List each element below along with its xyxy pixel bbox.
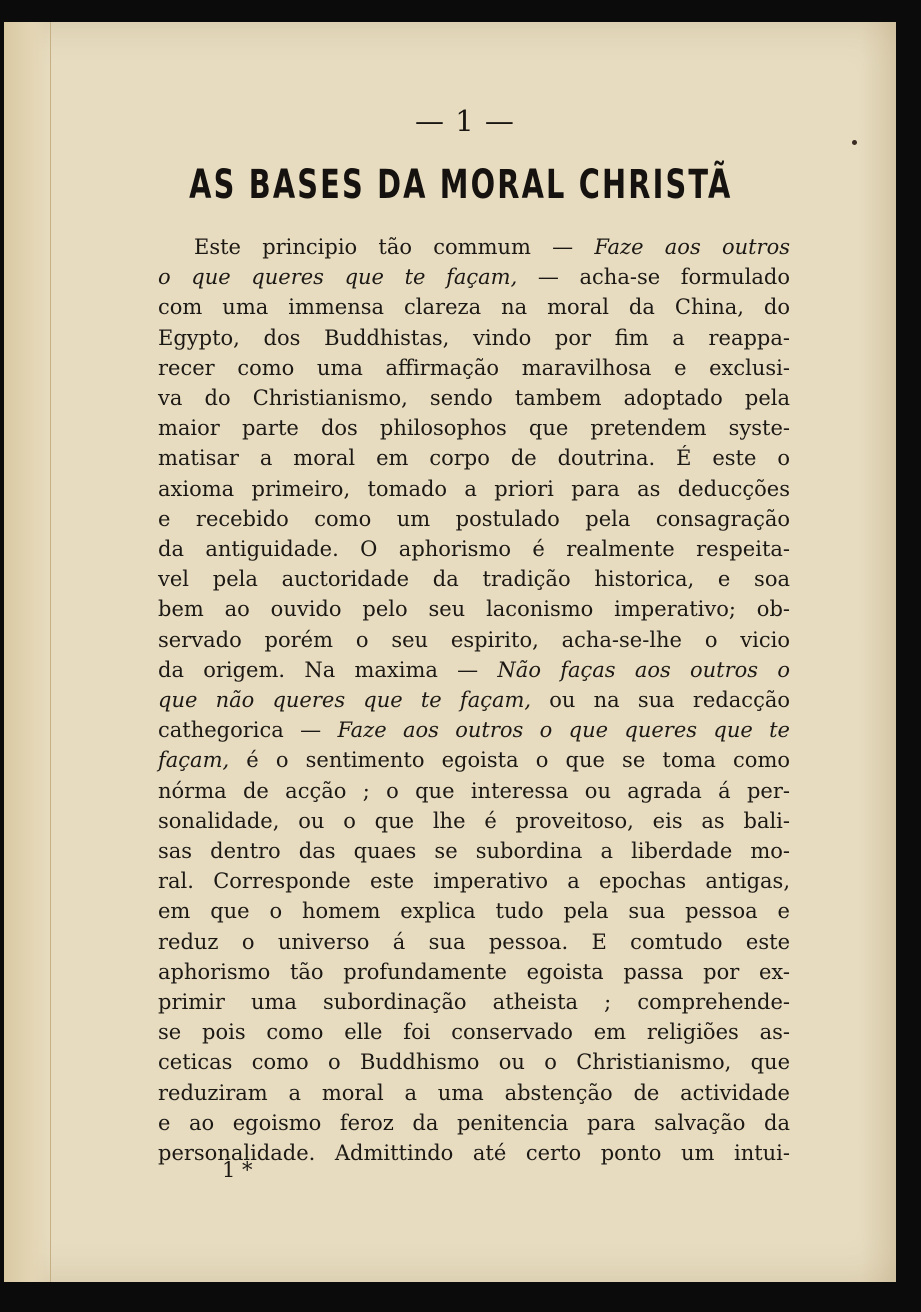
text-line xyxy=(158,534,790,564)
text-segment: bem ao ouvido pelo seu laconismo imperativo; ob- xyxy=(158,597,790,622)
text-line xyxy=(158,1078,790,1108)
text-segment: aphorismo tão profundamente egoista passa por ex- xyxy=(158,959,790,984)
text-line xyxy=(158,715,790,745)
text-segment: servado porém o seu espirito, acha-se-lhe o vicio xyxy=(158,627,790,652)
text-segment: reduziram a moral a uma abstenção de actividade xyxy=(158,1080,790,1105)
body-text xyxy=(158,232,790,1168)
text-segment: cathegorica — xyxy=(158,718,338,743)
text-line xyxy=(158,232,790,262)
text-line xyxy=(158,594,790,624)
text-segment: sas dentro das quaes se subordina a liberdade mo- xyxy=(158,839,790,864)
text-line xyxy=(158,413,790,443)
text-line xyxy=(158,443,790,473)
text-line xyxy=(158,625,790,655)
text-segment: ral. Corresponde este imperativo a epochas antigas, xyxy=(158,869,790,894)
text-line xyxy=(158,806,790,836)
italic-quote: façam, xyxy=(158,748,230,773)
text-line xyxy=(158,745,790,775)
text-line xyxy=(158,564,790,594)
text-line xyxy=(158,896,790,926)
text-segment: da origem. Na maxima — xyxy=(158,657,498,682)
text-segment: Egypto, dos Buddhistas, vindo por fim a reappa- xyxy=(158,325,790,350)
text-segment: maior parte dos philosophos que pretendem syste- xyxy=(158,416,790,441)
text-segment: com uma immensa clareza na moral da China, do xyxy=(158,295,790,320)
text-line xyxy=(158,353,790,383)
text-segment: é o sentimento egoista o que se toma como xyxy=(229,748,790,773)
text-segment: Este principio tão commum — xyxy=(194,235,595,259)
text-line xyxy=(158,1108,790,1138)
text-line xyxy=(158,1047,790,1077)
text-line xyxy=(158,323,790,353)
text-line xyxy=(158,262,790,292)
italic-quote: Faze aos outros o que queres que te xyxy=(337,718,790,743)
italic-quote: Faze aos outros xyxy=(594,235,791,259)
text-line xyxy=(158,836,790,866)
text-segment: e recebido como um postulado pela consagração xyxy=(158,506,790,531)
text-segment: vel pela auctoridade da tradição historica, e soa xyxy=(158,567,790,592)
text-segment: e ao egoismo feroz da penitencia para salvação da xyxy=(158,1110,790,1135)
text-segment: se pois como elle foi conservado em religiões as- xyxy=(158,1020,790,1045)
text-line xyxy=(158,685,790,715)
italic-quote: o que queres que te façam, xyxy=(158,265,518,290)
text-line xyxy=(158,292,790,322)
text-segment: axioma primeiro, tomado a priori para as deducções xyxy=(158,476,790,501)
text-line xyxy=(158,655,790,685)
ink-speck xyxy=(852,140,857,145)
text-segment: primir uma subordinação atheista ; comprehende- xyxy=(158,990,790,1015)
text-segment: va do Christianismo, sendo tambem adoptado pela xyxy=(158,386,790,411)
text-segment: da antiguidade. O aphorismo é realmente respeita- xyxy=(158,537,790,562)
chapter-title: AS BASES DA MORAL CHRISTÃ xyxy=(189,162,733,208)
text-line xyxy=(158,927,790,957)
text-line xyxy=(158,504,790,534)
text-segment: recer como uma affirmação maravilhosa e exclusi- xyxy=(158,355,790,380)
text-segment: nórma de acção ; o que interessa ou agrada á per- xyxy=(158,778,790,803)
text-line xyxy=(158,383,790,413)
italic-quote: que não queres que te façam, xyxy=(158,688,532,713)
text-segment: matisar a moral em corpo de doutrina. É este o xyxy=(158,446,790,471)
text-segment: em que o homem explica tudo pela sua pessoa e xyxy=(158,899,790,924)
text-segment: ou na sua redacção xyxy=(531,688,790,713)
text-segment: personalidade. Admittindo até certo ponto um intui- xyxy=(158,1141,790,1166)
page-gutter xyxy=(4,22,51,1282)
text-segment: reduz o universo á sua pessoa. E comtudo este xyxy=(158,929,790,954)
text-line xyxy=(158,474,790,504)
text-line xyxy=(158,987,790,1017)
italic-quote: Não faças aos outros o xyxy=(497,657,790,682)
text-segment: — acha-se formulado xyxy=(517,265,790,290)
text-line xyxy=(158,957,790,987)
text-line xyxy=(158,1017,790,1047)
text-segment: sonalidade, ou o que lhe é proveitoso, eis as bali- xyxy=(158,808,790,833)
page-number: — 1 — xyxy=(415,104,515,138)
text-line xyxy=(158,776,790,806)
text-line xyxy=(158,866,790,896)
text-segment: ceticas como o Buddhismo ou o Christianismo, que xyxy=(158,1050,790,1075)
printer-signature-mark: 1 * xyxy=(222,1158,253,1182)
